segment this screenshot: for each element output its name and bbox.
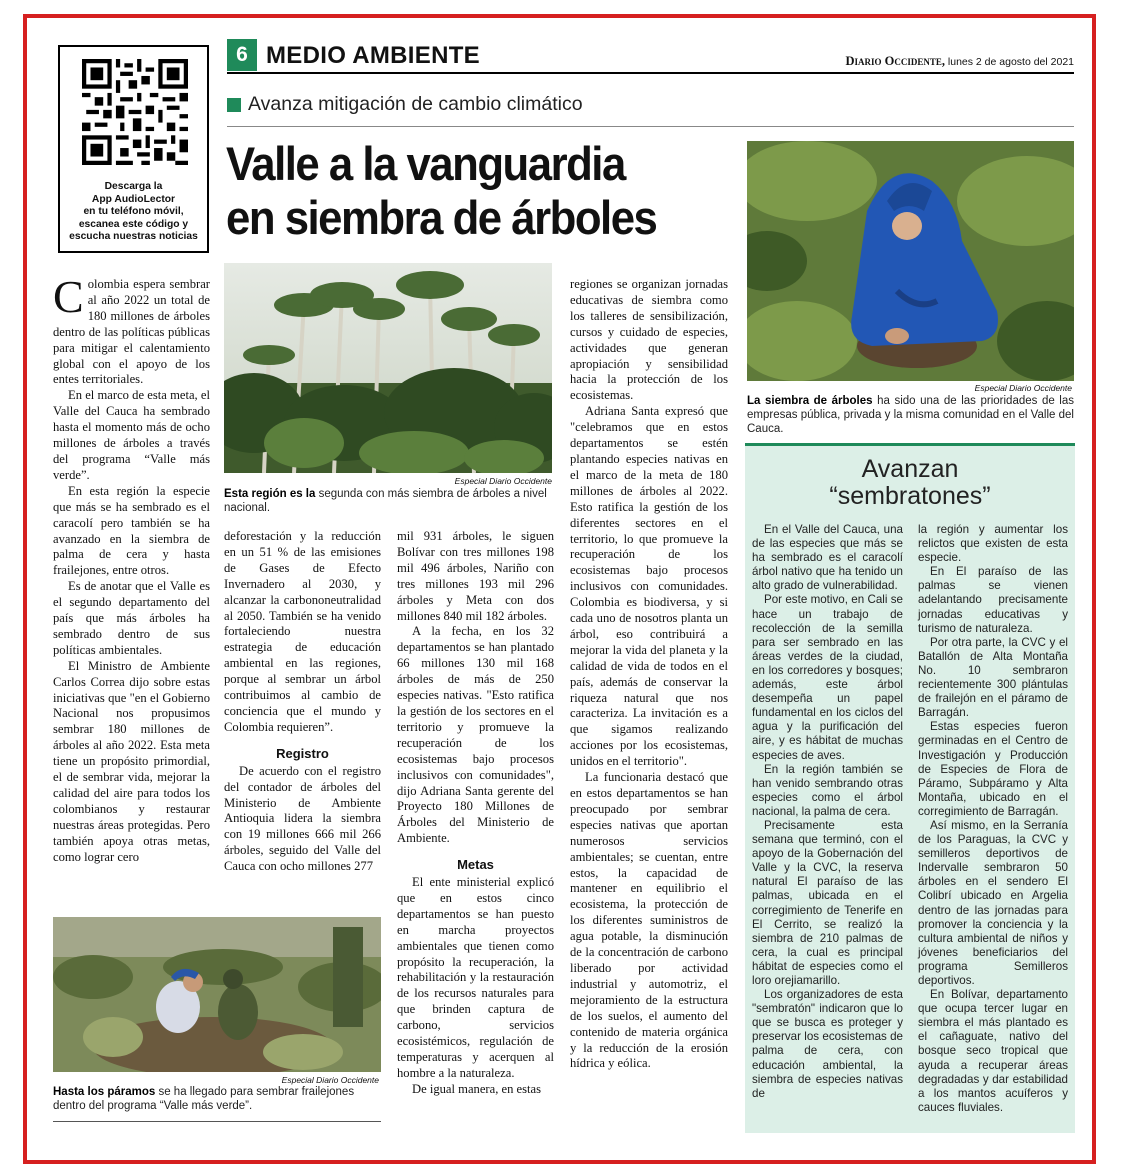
kicker: Avanza mitigación de cambio climático [248,93,583,115]
photo-caption [53,1085,381,1113]
sidebar-column-left [752,523,903,1123]
article-paragraph: regiones se organizan jornadas educativas de siembra como los talleres de sensibilización, cursos y cuidado de especies, actividades que generan apropiación y sensibilidad hacia la protección de los ecosistemas. [570,277,728,403]
wax-palms-image [224,263,552,473]
qr-caption-line: Descarga la [104,181,163,192]
sidebar-paragraph: Precisamente esta semana que terminó, con el apoyo de la Gobernación del Valle y la CVC, la reserva natural El paraíso de las palmas, ubicada en el corregimiento de Tenerife en El Cerrito, se realizó la siembra de 210 palmas de cera, la cual es principal hábitat de especies como el loro orejiamarillo. [752,818,903,987]
sidebar-paragraph: la región y aumentar los relictos que existen de esta especie. [918,523,1068,565]
sidebar-paragraph: En la región también se han venido sembrando otras especies como el árbol nacional, la palma de cera. [752,762,903,818]
article-paragraph: Colombia espera sembrar al año 2022 un total de 180 millones de árboles dentro de las políticas públicas para mitigar el calentamiento global con el apoyo de los entes territoriales. [53,271,210,387]
photo-caption [224,487,554,515]
caption-lead: Esta región es la [224,488,316,500]
article-paragraph: Adriana Santa expresó que "celebramos que en estos departamentos se estén plantando especies nativas en el marco de la meta de 180 millones de árboles al 2022. Esto ratifica la gestión de los diferentes sectores en el territorio, lo que promueve la recuperación de los ecosistemas bajo procesos inclusivos con comunidades. Colombia es biodiversa, y si cada uno de nosotros planta un árbol, eso contribuirá a mejorar la vida del planeta y la calidad de vida de todos en el país, además de conservar la riqueza natural que nos caracteriza. La invitación es a que sigamos realizando acciones por los ecosistemas, unidos en el territorio". [570,404,728,769]
article-paragraph: deforestación y la reducción en un 51 % de las emisiones de Gases de Efecto Invernadero al 2030, y alcanzar la carbononeutralidad al 2050. También se ha venido fortaleciendo nuestra estrategia de educación ambiental en las regiones, porque al sembrar un árbol contribuimos al cambio de conciencia que el mundo y Colombia requieren”. [224,529,381,734]
article-paragraph: De igual manera, en estas [412,1081,542,1096]
header-rule [227,72,1074,74]
qr-code-icon [82,59,188,165]
sidebar-paragraph: Los organizadores de esta "sembratón" indicaron que lo que se busca es proteger y preservar los ecosistemas de palma de cera, con educación ambiental, la siembra de especies nativas de [752,988,903,1100]
article-paragraph: En esta región la especie que más se ha sembrado es el caracolí pero también se ha avanzado en la siembra de palma de cera y hasta frailejones, entre otros. [53,483,210,578]
caption-lead: Hasta los páramos [53,1086,156,1098]
article-paragraph: Es de anotar que el Valle es el segundo departamento del país que más árboles ha sembrado dentro de sus políticas ambientales. [53,579,210,657]
sidebar-paragraph: En El paraíso de las palmas se vienen adelantando precisamente jornadas educativas y turismo de naturaleza. [918,565,1068,635]
kicker-square [227,98,241,112]
qr-caption-line: en tu teléfono móvil, [83,206,184,218]
sidebar-title [745,456,1075,510]
article-column-4 [570,277,728,1132]
paramo-image [53,917,381,1072]
qr-block [58,45,209,253]
drop-cap: C [53,271,84,322]
sidebar-paragraph: Estas especies fueron germinadas en el Centro de Investigación y Producción de Especies de Flora de Páramo, Subpáramo y Alta Montaña, ubicado en el corregimiento de Barragán. [918,720,1068,818]
dateline [760,54,1074,69]
article-paragraph: De acuerdo con el registro del contador de árboles del Ministerio de Ambiente Antioquia lidera la siembra con 19 millones 666 mil 266 árboles, seguido del Valle del Cauca con ocho millones 277 [224,763,381,874]
section-title: MEDIO AMBIENTE [266,42,480,69]
qr-caption-line: App AudioLector [91,193,176,205]
caption-rule [53,1121,381,1122]
sidebar-column-right [918,523,1068,1123]
headline-line: en siembra de árboles [226,191,657,244]
sidebar-paragraph: Por otra parte, la CVC y el Batallón de Alta Montaña No. 10 sembraron recientemente 300 plántulas de frailejón en el páramo de Barragán. [918,635,1068,720]
photo-caption [747,394,1074,436]
article-column-3 [397,529,554,1129]
photo-credit: Especial Diario Occidente [454,476,552,486]
tree-planting-image [747,141,1074,381]
newspaper-name: Diario Occidente, [845,54,946,68]
article-column-2 [224,529,381,909]
subheading: Registro [276,745,329,761]
photo-credit: Especial Diario Occidente [281,1075,379,1085]
article-paragraph: La funcionaria destacó que en estos departamentos se han preocupado por sembrar especies nativas que aportan numerosos servicios ambientales; se cuentan, entre estos, la capacidad de mantener en equilibrio el ecosistema, la protección de los diferentes suministros de agua potable, la disminución de la concentración de carbono liberado por actividad industrial y automotriz, el mejoramiento de la estructura de los suelos, el aumento del contenido de materia orgánica y la reducción de la erosión hídrica y eólica. [570,770,728,1071]
page-number-badge [227,39,257,71]
caption-text: ha sido una de las prioridades de las empresas pública, privada y la misma comunidad en el Valle del Cauca. [747,395,1074,435]
photo-paramo-planting [53,917,381,1072]
sidebar-paragraph: En el Valle del Cauca, una de las especies que más se ha sembrado es el caracolí árbol nativo que ha tenido un alto grado de vulnerabilidad. [752,523,903,593]
sidebar-paragraph: Por este motivo, en Cali se hace un trabajo de recolección de la semilla para ser sembrado en las áreas verdes de la ciudad, en los corredores y bosques; además, este árbol desempeña un papel fundamental en los ciclos del agua y la purificación del aire, y es hábitat de muchas especies de aves. [752,593,903,762]
article-column-1 [53,271,210,904]
headline [226,137,710,245]
page-number: 6 [236,43,248,66]
subheading: Metas [457,857,494,873]
sidebar-box [745,443,1075,1133]
article-paragraph: mil 931 árboles, le siguen Bolívar con tres millones 198 mil 496 árboles, Nariño con tres millones 193 mil 296 árboles y Meta con dos millones 840 mil 182 árboles. [397,529,554,623]
caption-text: se ha llegado para sembrar frailejones dentro del programa “Valle más verde”. [53,1086,355,1112]
sidebar-title-line: Avanzan [861,455,959,483]
kicker-rule [227,126,1074,127]
article-paragraph: En el marco de esta meta, el Valle del Cauca ha sembrado hasta el momento más de ocho millones de árboles a través del programa “Valle más verde”. [53,388,210,482]
article-paragraph: A la fecha, en los 32 departamentos se han plantado 66 millones 130 mil 168 árboles de más de 250 especies nativas. "Esto ratifica la gestión de los sectores en el territorio y promueve la recuperación de los ecosistemas bajo procesos inclusivos con comunidades", dijo Adriana Santa gerente del Proyecto 180 Millones de Árboles del Ministerio de Ambiente. [397,624,554,846]
issue-date: lunes 2 de agosto del 2021 [947,56,1074,68]
article-paragraph: El Ministro de Ambiente Carlos Correa dijo sobre estas iniciativas que "en el Gobierno Nacional nos propusimos sembrar 180 millones de árboles al año 2022. Esta meta tiene un propósito primordial, el de sembrar vida, mejorar la calidad del aire para todos los colombianos y restaurar nuestras áreas protegidas. Pero también apoya otras metas, como lograr cero [53,658,210,864]
photo-credit: Especial Diario Occidente [974,383,1072,393]
photo-tree-planting [747,141,1074,381]
caption-text: segunda con más siembra de árboles a nivel nacional. [224,488,547,514]
photo-wax-palms [224,263,552,473]
article-paragraph: El ente ministerial explicó que en estos cinco departamentos se han puesto en marcha proyectos ambientales que tienen como propósito la recuperación, la rehabilitación y la restauración de los recursos naturales para que brinden captura de carbono, servicios ecosistémicos, regulación de temperaturas y acerquen al hombre a la naturaleza. [397,875,554,1080]
headline-line: Valle a la vanguardia [226,137,625,190]
sidebar-title-line: “sembratones” [829,482,991,510]
qr-caption-line: escucha nuestras noticias [69,231,198,243]
qr-caption-line: escanea este código y [78,218,189,230]
sidebar-paragraph: En Bolívar, departamento que ocupa tercer lugar en siembra el más plantado es el cañaguate, nativo del bosque seco tropical que ayuda a recuperar áreas degradadas y dar estabilidad a los mantos acuíferos y cauces fluviales. [918,988,1068,1114]
caption-lead: La siembra de árboles [747,395,873,407]
sidebar-paragraph: Así mismo, en la Serranía de los Paraguas, la CVC y semilleros deportivos de Indervalle sembraron 50 árboles en el sendero El Colibrí ubicado en Argelia dentro de las jornadas para promover la conciencia y la cultura ambiental de niños y jóvenes beneficiarios del programa Semilleros deportivos. [918,818,1068,987]
